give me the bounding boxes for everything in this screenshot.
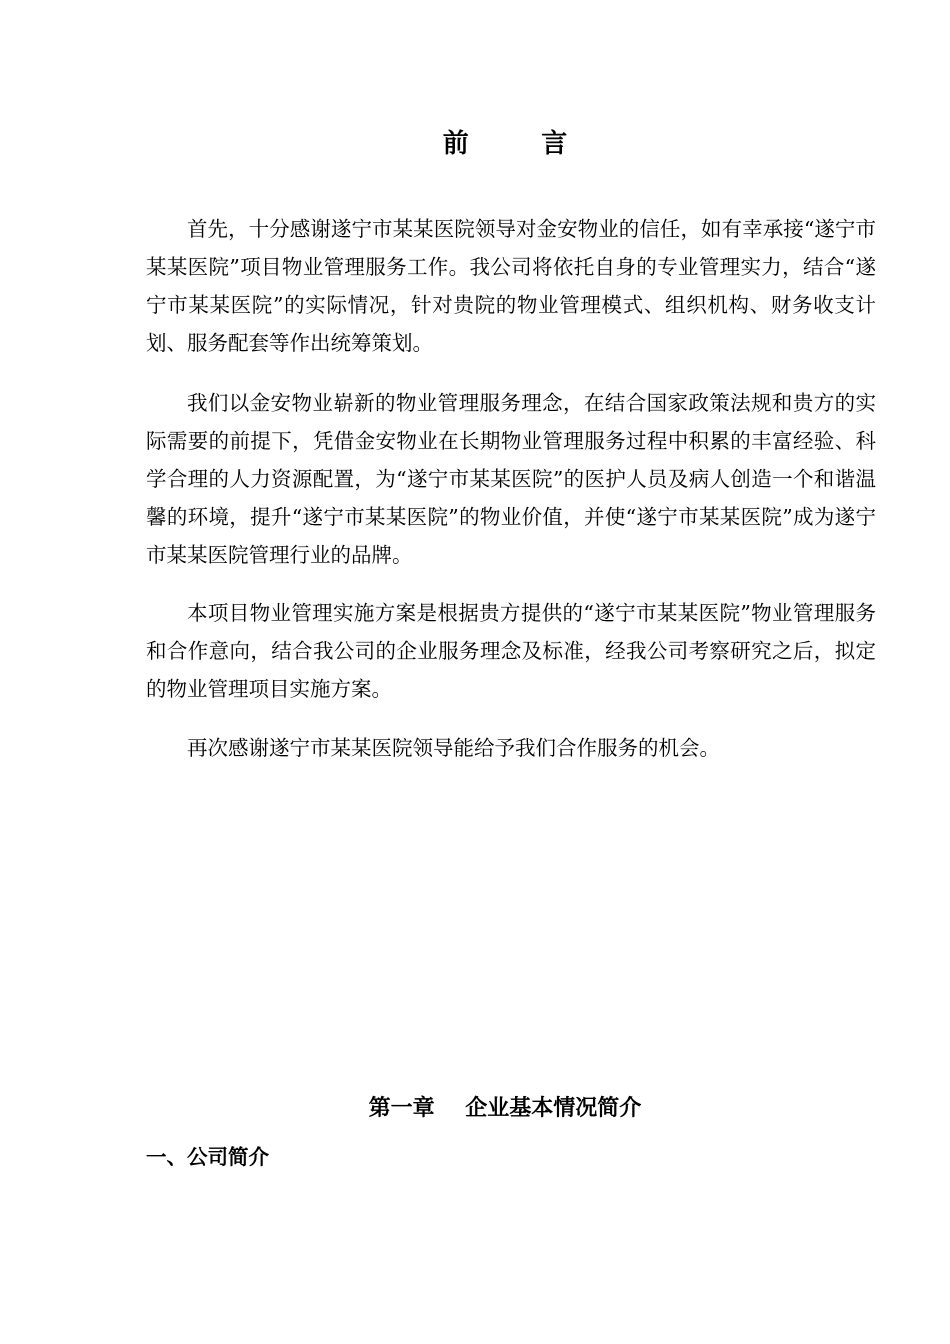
chapter-title: 第一章 企业基本情况简介: [368, 1095, 642, 1121]
preface-paragraph-1: 首先，十分感谢遂宁市某某医院领导对金安物业的信任，如有幸承接“遂宁市某某医院”项目物业管理服务工作。我公司将依托自身的专业管理实力，结合“遂宁市某某医院”的实际情况，针对贵院的物业管理模式、组织机构、财务收支计划、服务配套等作出统筹策划。: [146, 217, 876, 355]
preface-title: 前 言: [442, 129, 568, 159]
preface-paragraph-2: 我们以金安物业崭新的物业管理服务理念，在结合国家政策法规和贵方的实际需要的前提下，凭借金安物业在长期物业管理服务过程中积累的丰富经验、科学合理的人力资源配置，为“遂宁市某某医院”的医护人员及病人创造一个和谐温馨的环境，提升“遂宁市某某医院”的物业价值，并使“遂宁市某某医院”成为遂宁市某某医院管理行业的品牌。: [146, 391, 876, 567]
preface-paragraph-3: 本项目物业管理实施方案是根据贵方提供的“遂宁市某某医院”物业管理服务和合作意向，结合我公司的企业服务理念及标准，经我公司考察研究之后，拟定的物业管理项目实施方案。: [146, 601, 876, 701]
preface-paragraph-4: 再次感谢遂宁市某某医院领导能给予我们合作服务的机会。: [187, 736, 720, 760]
section-title: 一、公司简介: [146, 1145, 269, 1169]
